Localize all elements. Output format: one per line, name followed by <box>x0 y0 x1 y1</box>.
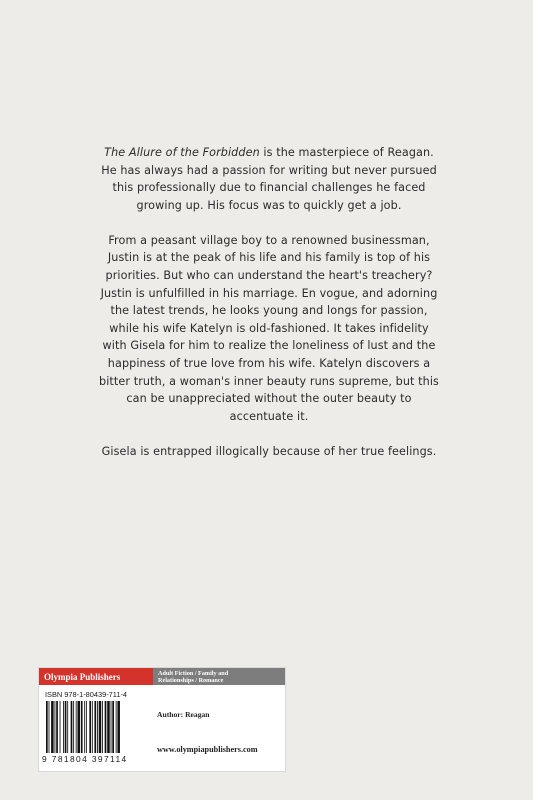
imprint-box <box>38 667 286 772</box>
blurb-paragraph-2: From a peasant village boy to a renowned businessman, Justin is at the peak of his life and his family is top of his priorities. But who can understand the heart's treachery? Justin is unfulfilled in his marriage. En vogue, and adorning the latest trends, he looks young and longs for passion, while his wife Katelyn is old-fashioned. It takes infidelity with Gisela for him to realize the loneliness of lust and the happiness of true love from his wife. Katelyn discovers a bitter truth, a woman's inner beauty runs supreme, but this can be unappreciated without the outer beauty to accentuate it. <box>99 233 439 423</box>
blurb-paragraph-1-text: is the masterpiece of Reagan. He has always had a passion for writing but never pursued this professionally due to financial challenges he faced growing up. His focus was to quickly get a job. <box>101 146 437 212</box>
genre-line-1: Adult Fiction / Family and <box>158 670 229 677</box>
publisher-website: www.olympiapublishers.com <box>157 745 258 754</box>
publisher-logo: Olympia Publishers <box>39 668 153 685</box>
imprint-header <box>39 668 285 685</box>
barcode-digits: 9 781804 397114 <box>42 754 128 764</box>
author-label: Author: <box>157 710 184 719</box>
genre-label <box>153 668 285 685</box>
genre-line-2: Relationships / Romance <box>158 677 224 684</box>
author-line <box>157 710 210 719</box>
blurb-text <box>96 144 442 478</box>
book-title: The Allure of the Forbidden <box>104 146 260 159</box>
isbn-label: ISBN 978-1-80439-711-4 <box>45 690 128 699</box>
barcode-icon <box>45 701 141 753</box>
blurb-paragraph-1 <box>96 144 442 214</box>
blurb-paragraph-3: Gisela is entrapped illogically because of her true feelings. <box>101 444 437 458</box>
author-name: Reagan <box>185 710 210 719</box>
